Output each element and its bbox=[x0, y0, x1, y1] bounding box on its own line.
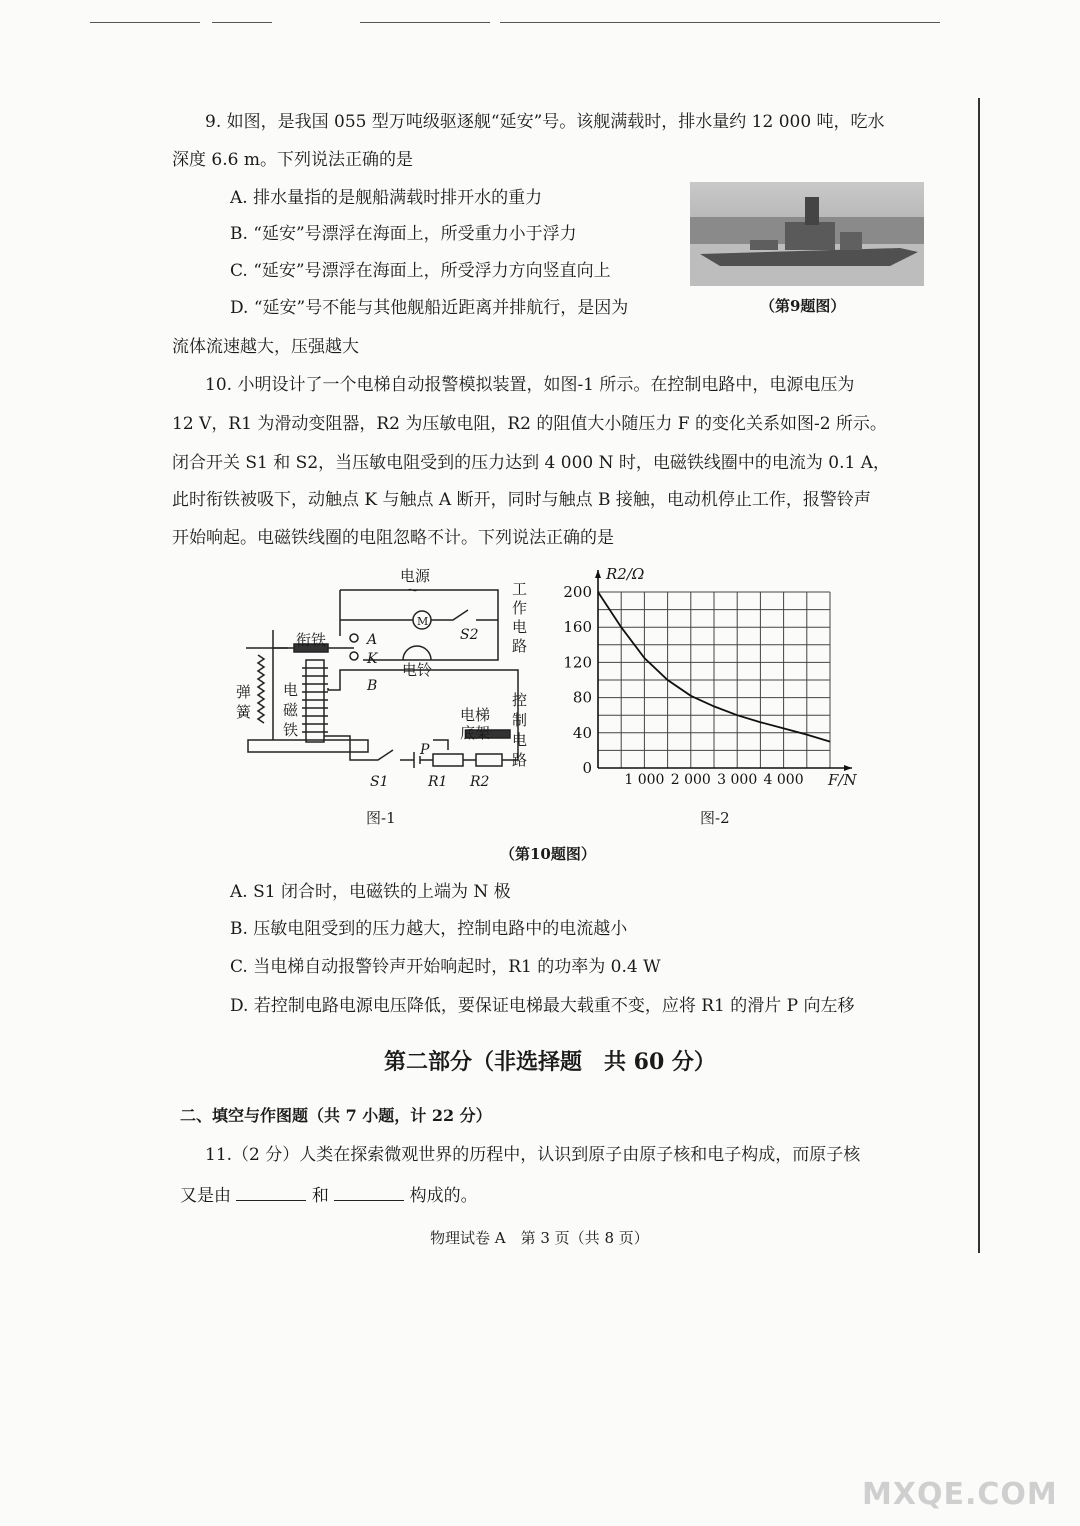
label-p: P bbox=[420, 742, 430, 758]
destroyer-photo bbox=[690, 182, 924, 286]
q10-option-b: B. 压敏电阻受到的压力越大，控制电路中的电流越小 bbox=[230, 919, 628, 939]
label-electromagnet: 电磁铁 bbox=[283, 681, 299, 739]
q10-option-d: D. 若控制电路电源电压降低，要保证电梯最大载重不变，应将 R1 的滑片 P 向左移 bbox=[230, 996, 855, 1016]
q10-line5: 开始响起。电磁铁线圈的电阻忽略不计。下列说法正确的是 bbox=[172, 528, 614, 548]
q10-line4: 此时衔铁被吸下，动触点 K 与触点 A 断开，同时与触点 B 接触，电动机停止工作，报警铃声 bbox=[172, 490, 871, 510]
q9-line2: 深度 6.6 m。下列说法正确的是 bbox=[172, 150, 413, 170]
y-tick-label: 80 bbox=[572, 688, 592, 707]
q11-pre: 又是由 bbox=[180, 1186, 231, 1206]
q9-option-c: C. “延安”号漂浮在海面上，所受浮力方向竖直向上 bbox=[230, 261, 611, 281]
motor-symbol: M bbox=[417, 615, 429, 628]
y-tick-label: 120 bbox=[563, 653, 592, 672]
q10-option-c: C. 当电梯自动报警铃声开始响起时，R1 的功率为 0.4 W bbox=[230, 957, 661, 977]
y-tick-label: 200 bbox=[563, 583, 592, 601]
q9-option-d-cont: 流体流速越大，压强越大 bbox=[172, 337, 359, 357]
q11-blank-2[interactable] bbox=[334, 1184, 404, 1201]
q11-mid: 和 bbox=[311, 1186, 329, 1206]
q10-line1: 10. 小明设计了一个电梯自动报警模拟装置，如图-1 所示。在控制电路中，电源电压为 bbox=[205, 375, 855, 395]
x-tick-label: 4 000 bbox=[763, 772, 804, 788]
label-s2: S2 bbox=[460, 627, 479, 643]
q9-line1: 9. 如图，是我国 055 型万吨级驱逐舰“延安”号。该舰满载时，排水量约 12 000 吨，吃水 bbox=[205, 112, 885, 132]
q10-line2: 12 V，R1 为滑动变阻器，R2 为压敏电阻，R2 的阻值大小随压力 F 的变化关系如图-2 所示。 bbox=[172, 414, 887, 434]
label-a: A bbox=[367, 632, 378, 648]
label-control-circuit: 控制电路 bbox=[512, 691, 528, 769]
label-b: B bbox=[367, 678, 378, 694]
q11-line1: 11.（2 分）人类在探索微观世界的历程中，认识到原子由原子核和电子构成，而原子核 bbox=[205, 1145, 861, 1165]
label-power: 电源 bbox=[400, 567, 431, 585]
q11-blank-1[interactable] bbox=[236, 1184, 306, 1201]
circuit-diagram bbox=[228, 560, 538, 800]
label-elevator-base: 电梯底架 bbox=[460, 706, 491, 742]
label-spring: 弹簧 bbox=[236, 683, 252, 721]
label-work-circuit: 工作电路 bbox=[512, 580, 528, 655]
top-rule-2 bbox=[212, 22, 272, 23]
q9-option-b: B. “延安”号漂浮在海面上，所受重力小于浮力 bbox=[230, 224, 577, 244]
top-rule-1 bbox=[90, 22, 200, 23]
label-r1: R1 bbox=[428, 774, 448, 790]
label-bell: 电铃 bbox=[402, 661, 433, 679]
q10-figure-caption: （第10题图） bbox=[500, 845, 596, 863]
chart-ylabel: R2/Ω bbox=[606, 565, 645, 583]
chart-xlabel: F/N bbox=[828, 771, 857, 789]
y-tick-label: 0 bbox=[582, 759, 592, 777]
label-ac-symbol: ～ bbox=[406, 584, 420, 599]
top-rule-3 bbox=[360, 22, 490, 23]
q10-line3: 闭合开关 S1 和 S2，当压敏电阻受到的压力达到 4 000 N 时，电磁铁线圈中的电流为 0.1 A， bbox=[172, 453, 891, 473]
y-tick-label: 160 bbox=[563, 618, 592, 637]
y-axis-arrow bbox=[595, 570, 601, 578]
q11-line2 bbox=[180, 1184, 478, 1206]
page-footer: 物理试卷 A 第 3 页（共 8 页） bbox=[430, 1229, 649, 1247]
section-title: 二、填空与作图题（共 7 小题，计 22 分） bbox=[180, 1106, 492, 1125]
label-r2: R2 bbox=[470, 774, 490, 790]
q9-option-a: A. 排水量指的是舰船满载时排开水的重力 bbox=[230, 188, 543, 208]
label-k: K bbox=[367, 651, 378, 667]
figure-2-label: 图-2 bbox=[700, 809, 730, 827]
r2-force-chart bbox=[560, 560, 870, 800]
x-tick-label: 2 000 bbox=[670, 772, 711, 788]
part2-title: 第二部分（非选择题 共 60 分） bbox=[384, 1049, 716, 1075]
q9-option-d: D. “延安”号不能与其他舰船近距离并排航行，是因为 bbox=[230, 298, 629, 318]
q11-post: 构成的。 bbox=[409, 1186, 478, 1206]
x-tick-label: 1 000 bbox=[624, 772, 665, 788]
watermark: MXQE.COM bbox=[862, 1477, 1058, 1512]
top-rule-4 bbox=[500, 22, 940, 23]
figure-1-label: 图-1 bbox=[366, 809, 396, 827]
q9-figure-caption: （第9题图） bbox=[760, 297, 846, 315]
label-armature: 衔铁 bbox=[296, 631, 327, 649]
q10-option-a: A. S1 闭合时，电磁铁的上端为 N 极 bbox=[230, 882, 511, 902]
label-s1: S1 bbox=[370, 774, 389, 790]
x-tick-label: 3 000 bbox=[717, 772, 758, 788]
y-tick-label: 40 bbox=[572, 723, 592, 742]
binding-rule bbox=[978, 98, 980, 1253]
